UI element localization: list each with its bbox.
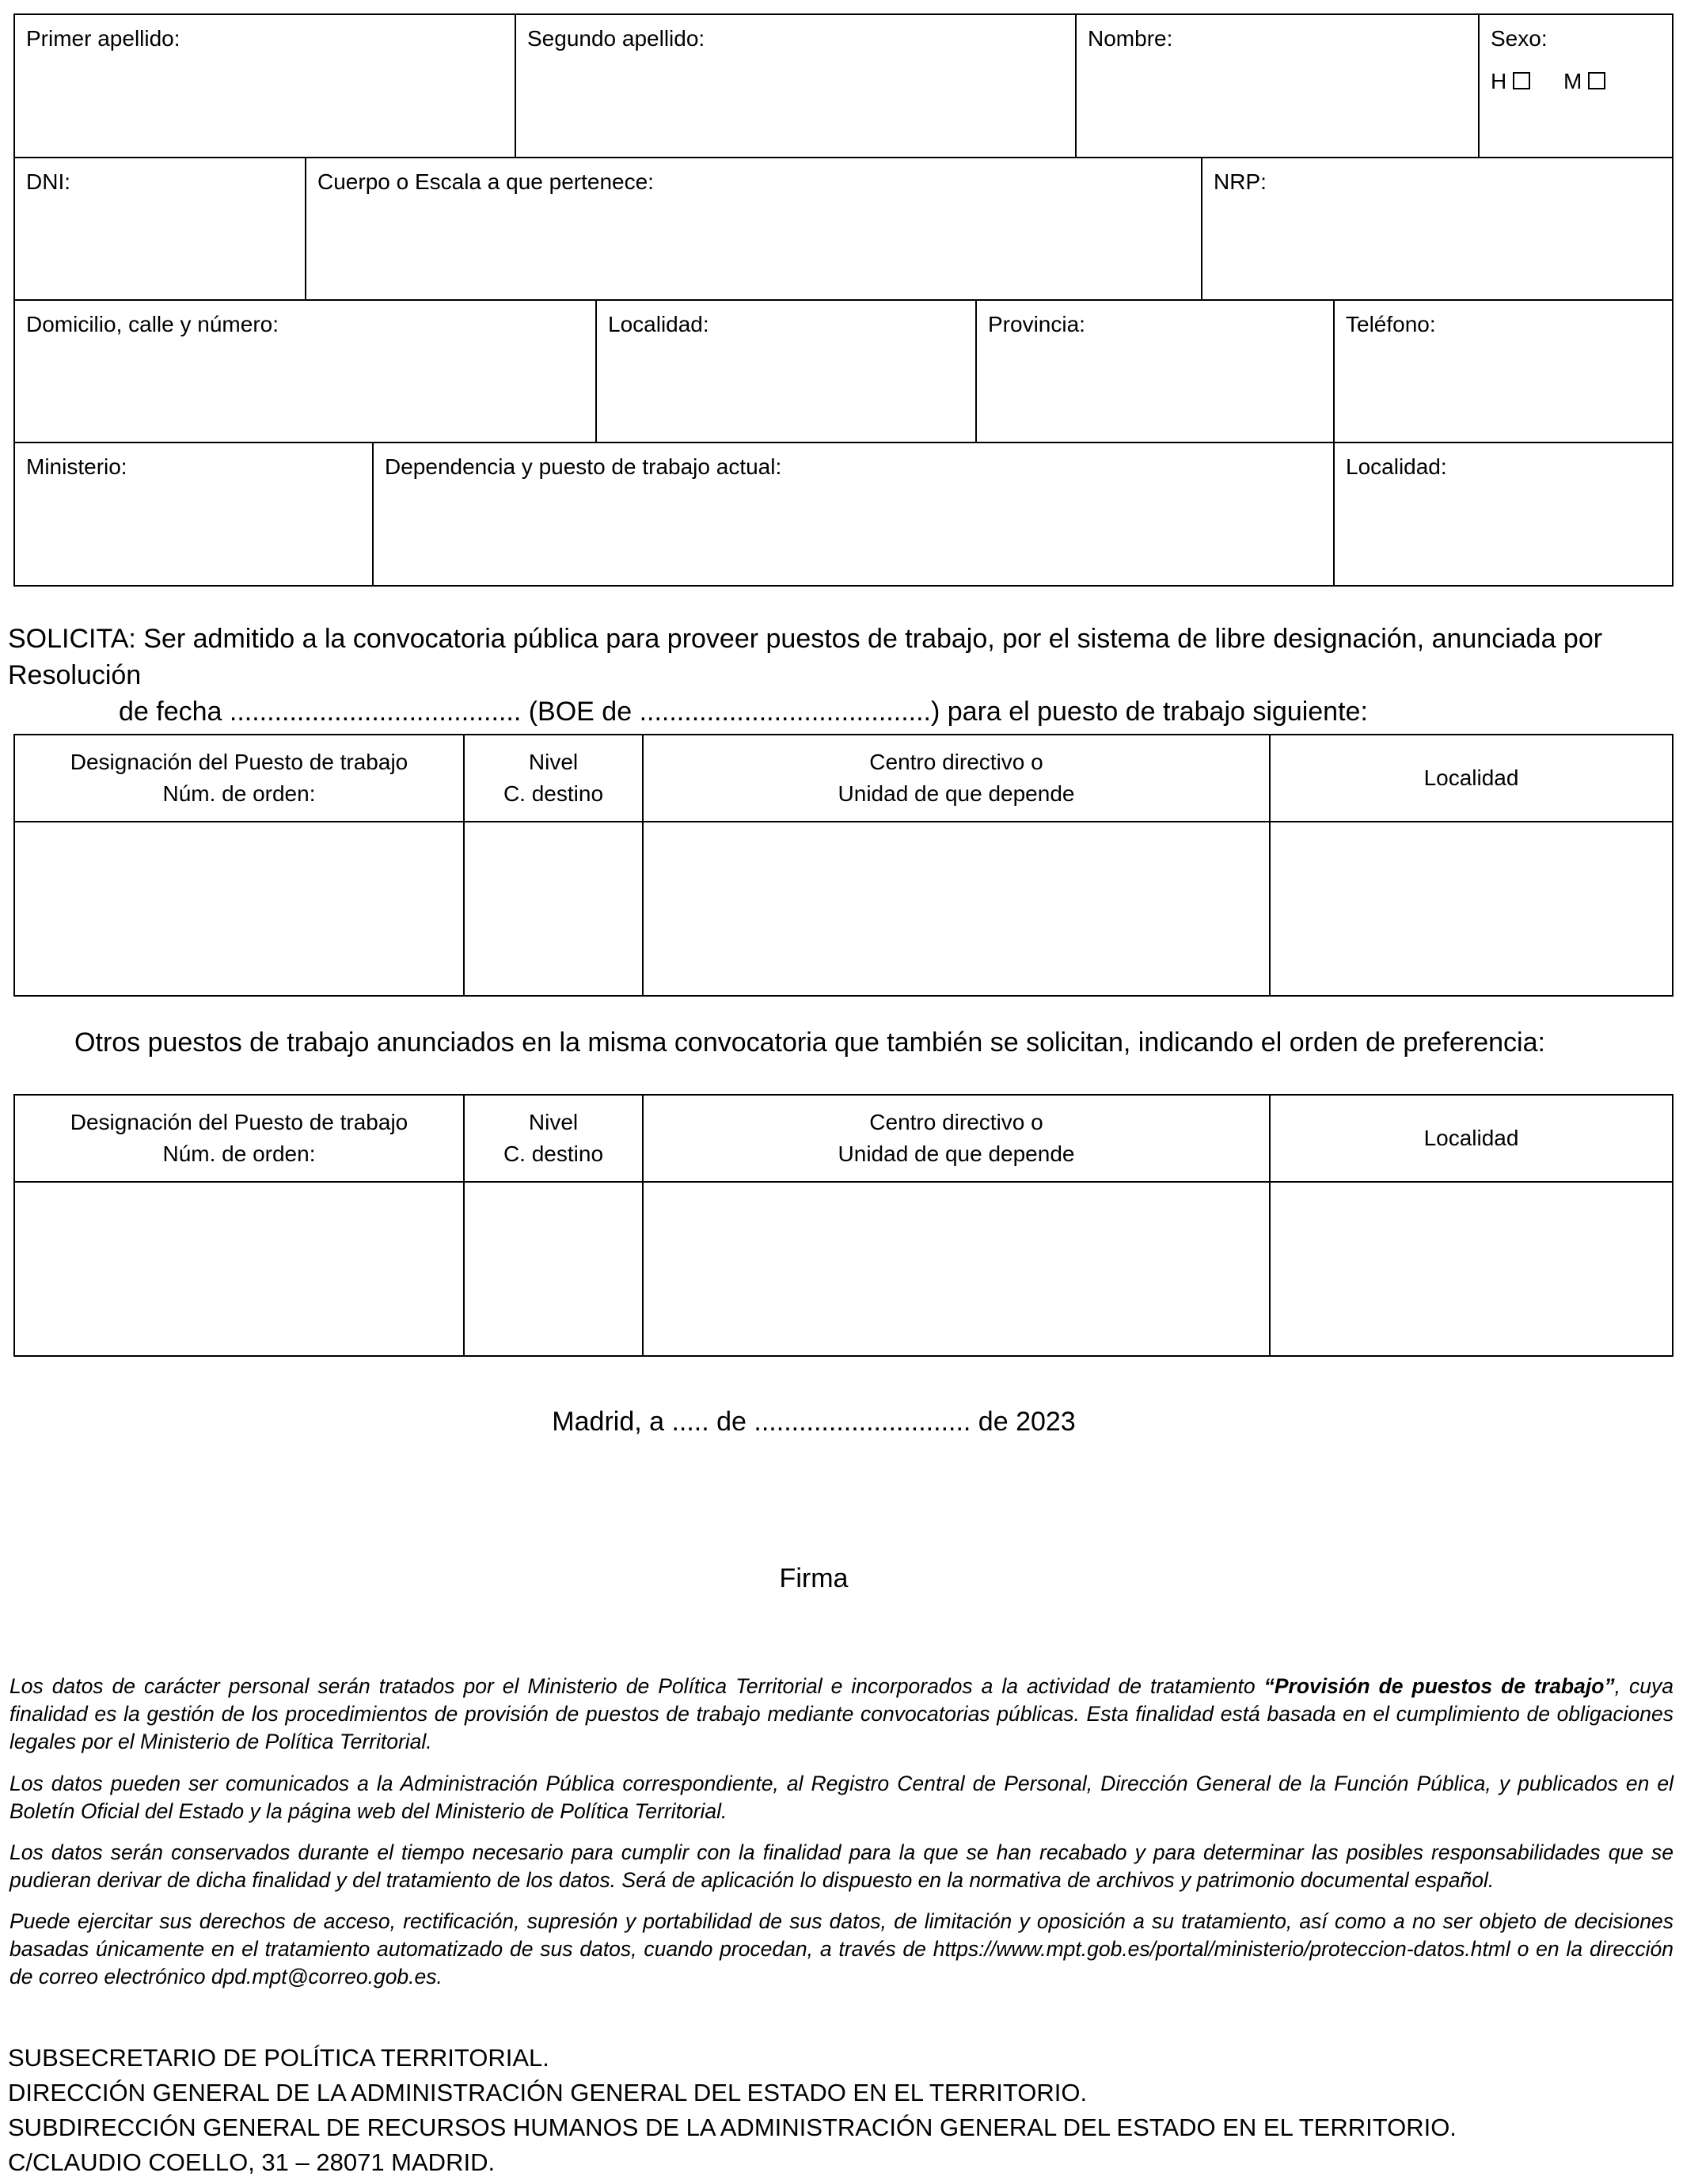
legal-paragraph-3: Los datos serán conservados durante el tiempo necesario para cumplir con la finalidad para la que se han recabado y para determinar las posibles responsabilidades que se pudieran derivar de dicha finalidad y del tratamiento de los datos. Será de aplicación lo dispuesto en la normativa de archivos y patrimonio documental español. [9,1840,1674,1892]
header-nivel [465,735,644,822]
cell-localidad-2[interactable] [1271,1183,1672,1355]
dni-field[interactable] [15,158,306,299]
telefono-field[interactable] [1335,301,1672,442]
header-nivel-2 [465,1096,644,1183]
ministerio-field[interactable] [15,443,374,585]
segundo-apellido-field[interactable] [516,15,1077,157]
primer-apellido-label: Primer apellido: [26,26,180,51]
legal-p1-a: Los datos de carácter personal serán tratados por el Ministerio de Política Territorial e incorporados a la actividad de tratamiento [9,1674,1264,1698]
sexo-m-checkbox[interactable] [1588,72,1605,89]
header-designacion-2 [15,1096,465,1183]
header-centro [644,735,1271,822]
legal-p1-bold: “Provisión de puestos de trabajo” [1263,1674,1615,1698]
header-centro-line2: Unidad de que depende [838,781,1075,806]
header-localidad [1271,735,1672,822]
solicita-line-1: SOLICITA: Ser admitido a la convocatoria pública para proveer puestos de trabajo, por el sistema de libre designación, anunciada por Resolución [8,624,1603,690]
footer-address [8,2041,1457,2180]
cell-designacion[interactable] [15,822,465,995]
header-designacion-2-line1: Designación del Puesto de trabajo [70,1110,408,1134]
domicilio-label: Domicilio, calle y número: [26,312,279,336]
form-row-name [15,15,1672,158]
header-centro-2-line1: Centro directivo o [869,1110,1043,1134]
header-localidad-label: Localidad [1423,765,1519,790]
localidad-field[interactable] [597,301,977,442]
header-centro-2-line2: Unidad de que depende [838,1141,1075,1166]
cell-nivel[interactable] [465,822,644,995]
form-row-dni [15,158,1672,301]
sexo-m-label: M [1563,69,1582,93]
dependencia-field[interactable] [374,443,1335,585]
form-row-domicilio [15,301,1672,443]
header-designacion-2-line2: Núm. de orden: [162,1141,316,1166]
cell-centro[interactable] [644,822,1271,995]
sexo-h-option[interactable] [1491,69,1530,93]
header-centro-2 [644,1096,1271,1183]
localidad-label: Localidad: [608,312,709,336]
dni-label: DNI: [26,169,70,194]
localidad-actual-label: Localidad: [1346,454,1447,479]
legal-p1-c: , cuya finalidad es la gestión de los procedimientos de provisión de puestos de trabajo mediante convocatorias públicas. Esta finalidad está basada en el cumplimiento de obligaciones legales por el Ministerio de Política Territorial. [9,1674,1674,1753]
cell-centro-2[interactable] [644,1183,1271,1355]
cell-localidad[interactable] [1271,822,1672,995]
sexo-options [1491,69,1632,94]
sexo-m-option[interactable] [1563,69,1605,93]
puesto-table [13,734,1674,997]
legal-paragraph-4: Puede ejercitar sus derechos de acceso, rectificación, supresión y portabilidad de sus datos, de limitación y oposición a su tratamiento, así como a no ser objeto de decisiones basadas únicamente en el tratamiento automatizado de sus datos, cuando procedan, a través de https://www.mpt.gob.es/portal/ministerio/proteccion-datos.html o en la dirección de correo electrónico dpd.mpt@correo.gob.es. [9,1909,1674,1988]
fecha-line: Madrid, a ..... de ............................. de 2023 [552,1407,1076,1437]
header-localidad-2 [1271,1096,1672,1183]
header-nivel-2-line1: Nivel [528,1110,579,1134]
dependencia-label: Dependencia y puesto de trabajo actual: [385,454,782,479]
nombre-field[interactable] [1077,15,1480,157]
sexo-h-label: H [1491,69,1507,93]
nrp-field[interactable] [1202,158,1672,299]
provincia-field[interactable] [977,301,1335,442]
header-localidad-2-label: Localidad [1423,1126,1519,1150]
legal-paragraph-1 [9,1673,1674,1756]
solicita-paragraph [8,621,1674,730]
header-nivel-line1: Nivel [528,750,579,774]
cell-nivel-2[interactable] [465,1183,644,1355]
cuerpo-field[interactable] [306,158,1202,299]
header-designacion-line2: Núm. de orden: [162,781,316,806]
footer-line-4: C/CLAUDIO COELLO, 31 – 28071 MADRID. [8,2148,496,2176]
segundo-apellido-label: Segundo apellido: [527,26,705,51]
localidad-actual-field[interactable] [1335,443,1672,585]
solicita-line-2: de fecha ....................................... (BOE de .......................................) para el puesto de trabajo siguiente: [119,697,1368,727]
nrp-label: NRP: [1214,169,1267,194]
otros-puestos-heading: Otros puestos de trabajo anunciados en la misma convocatoria que también se solicitan, indicando el orden de preferencia: [74,1027,1545,1058]
footer-line-1: SUBSECRETARIO DE POLÍTICA TERRITORIAL. [8,2044,549,2072]
firma-label: Firma [779,1563,849,1593]
primer-apellido-field[interactable] [15,15,516,157]
telefono-label: Teléfono: [1346,312,1436,336]
legal-paragraph-2: Los datos pueden ser comunicados a la Administración Pública correspondiente, al Registro Central de Personal, Dirección General de la Función Pública, y publicados en el Boletín Oficial del Estado y la página web del Ministerio de Política Territorial. [9,1772,1674,1823]
cuerpo-label: Cuerpo o Escala a que pertenece: [317,169,654,194]
cell-designacion-2[interactable] [15,1183,465,1355]
sexo-field [1480,15,1672,157]
ministerio-label: Ministerio: [26,454,127,479]
header-nivel-line2: C. destino [503,781,604,806]
otros-puestos-table [13,1094,1674,1357]
nombre-label: Nombre: [1088,26,1173,51]
header-nivel-2-line2: C. destino [503,1141,604,1166]
header-designacion [15,735,465,822]
sexo-h-checkbox[interactable] [1513,72,1530,89]
header-designacion-line1: Designación del Puesto de trabajo [70,750,408,774]
domicilio-field[interactable] [15,301,597,442]
header-centro-line1: Centro directivo o [869,750,1043,774]
footer-line-2: DIRECCIÓN GENERAL DE LA ADMINISTRACIÓN GENERAL DEL ESTADO EN EL TERRITORIO. [8,2079,1088,2106]
personal-data-form [13,13,1674,587]
sexo-label: Sexo: [1491,26,1548,51]
form-row-ministerio [15,443,1672,585]
provincia-label: Provincia: [988,312,1085,336]
footer-line-3: SUBDIRECCIÓN GENERAL DE RECURSOS HUMANOS DE LA ADMINISTRACIÓN GENERAL DEL ESTADO EN EL TERRITORIO. [8,2114,1457,2141]
